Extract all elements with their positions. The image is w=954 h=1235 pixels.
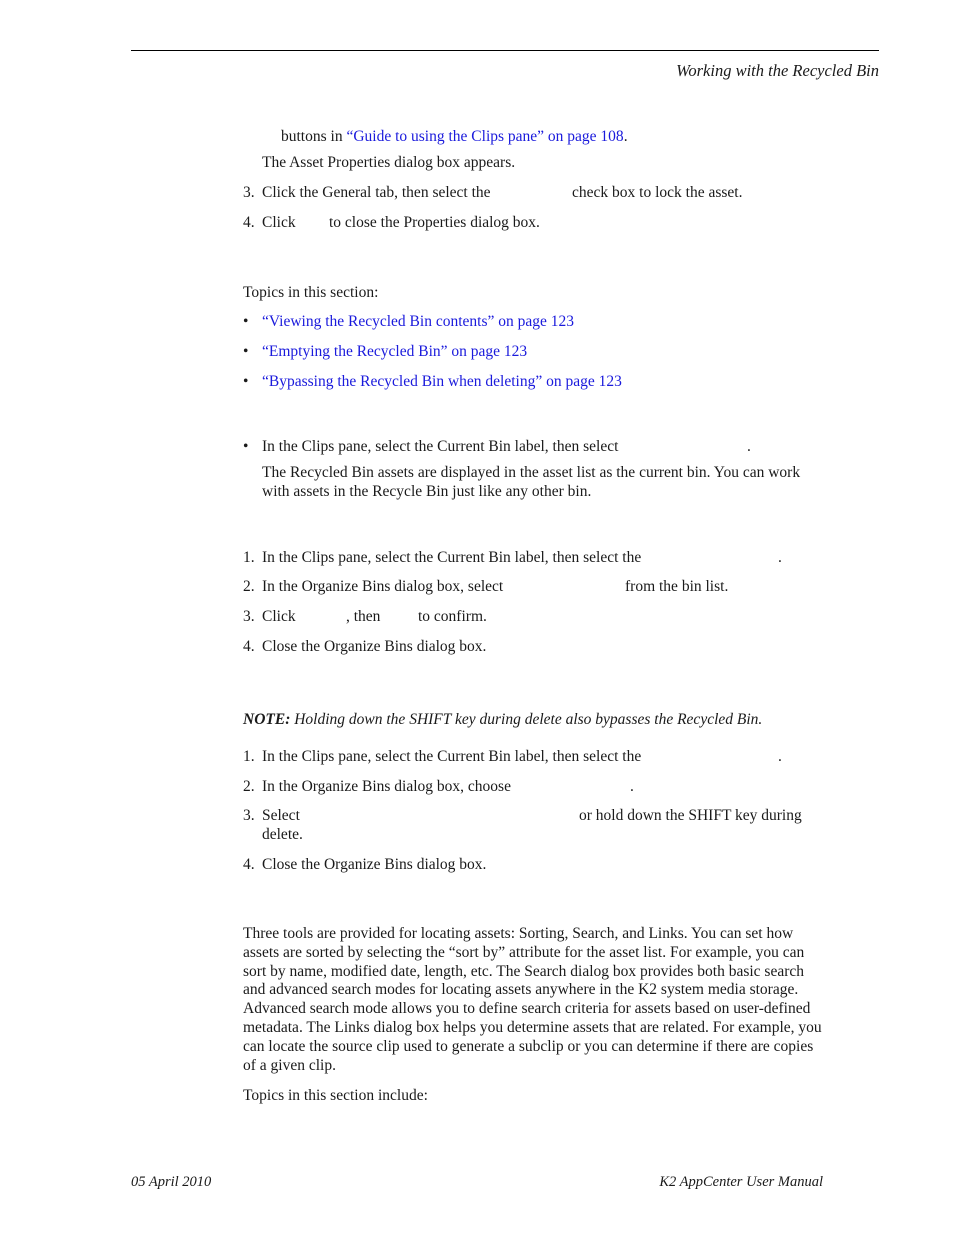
note-label: NOTE: <box>243 711 291 728</box>
bypass-step-4-text: Close the Organize Bins dialog box. <box>262 856 487 873</box>
bypass-step-1-num: 1. <box>243 748 255 765</box>
footer-manual-title: K2 AppCenter User Manual <box>659 1174 823 1190</box>
note <box>243 710 762 729</box>
link-emptying-recycled-bin[interactable]: “Emptying the Recycled Bin” on page 123 <box>262 343 528 360</box>
bullet: • <box>243 313 249 330</box>
lock-step-3-num: 3. <box>243 184 255 201</box>
footer-date: 05 April 2010 <box>131 1174 212 1190</box>
viewing-step-text: In the Clips pane, select the Current Bin label, then select <box>262 438 619 455</box>
note-text: Holding down the SHIFT key during delete also bypasses the Recycled Bin. <box>290 711 763 728</box>
bypass-step-1-text-end: . <box>778 748 782 765</box>
viewing-step-text-end: . <box>747 438 751 455</box>
bullet: • <box>243 373 249 390</box>
step-result: The Asset Properties dialog box appears. <box>262 154 516 171</box>
bypass-step-1-text: In the Clips pane, select the Current Bin label, then select the <box>262 748 642 765</box>
bypass-step-2-num: 2. <box>243 778 255 795</box>
link-guide-clips-pane[interactable]: “Guide to using the Clips pane” on page 108 <box>346 128 624 145</box>
empty-step-2-text-end: from the bin list. <box>625 578 729 595</box>
empty-step-4-num: 4. <box>243 638 255 655</box>
locating-topics-intro: Topics in this section include: <box>243 1087 428 1104</box>
viewing-paragraph: The Recycled Bin assets are displayed in the asset list as the current bin. You can work with assets in the Recycle Bin just like any other bin. <box>262 464 801 500</box>
bullet: • <box>243 343 249 360</box>
topics-intro: Topics in this section: <box>243 284 379 301</box>
lock-step-4-text-end: to close the Properties dialog box. <box>329 214 540 231</box>
bullet: • <box>243 438 249 455</box>
empty-step-3-num: 3. <box>243 608 255 625</box>
empty-step-1-text: In the Clips pane, select the Current Bin label, then select the <box>262 549 642 566</box>
empty-step-3-text-mid: , then <box>346 608 381 625</box>
header-rule <box>131 50 879 51</box>
step-continuation: buttons in “Guide to using the Clips pane” on page 108. <box>281 128 628 145</box>
bypass-step-2-text: In the Organize Bins dialog box, choose <box>262 778 511 795</box>
empty-step-4-text: Close the Organize Bins dialog box. <box>262 638 487 655</box>
lock-step-3-text: Click the General tab, then select the <box>262 184 491 201</box>
lock-step-4-num: 4. <box>243 214 255 231</box>
empty-step-2-num: 2. <box>243 578 255 595</box>
lock-step-3-text-end: check box to lock the asset. <box>572 184 743 201</box>
link-bypassing-recycled-bin[interactable]: “Bypassing the Recycled Bin when deleting” on page 123 <box>262 373 622 390</box>
bypass-step-4-num: 4. <box>243 856 255 873</box>
bypass-step-3-num: 3. <box>243 807 255 824</box>
bypass-step-3-text-mid: or hold down the SHIFT key during <box>579 807 802 824</box>
link-viewing-recycled-bin[interactable]: “Viewing the Recycled Bin contents” on page 123 <box>262 313 574 330</box>
locating-paragraph: Three tools are provided for locating assets: Sorting, Search, and Links. You can set how assets are sorted by selecting the “sort by” attribute for the asset list. For example, you can sort by name, modified date, length, etc. The Search dialog box provides both basic search and advanced search modes for locating assets anywhere in the K2 system media storage. Advanced search mode allows you to define search criteria for assets based on user-defined metadata. The Links dialog box helps you determine assets that are related. For example, you can locate the source clip used to generate a subclip or you can determine if there are copies of a given clip. <box>243 925 822 1074</box>
empty-step-2-text: In the Organize Bins dialog box, select <box>262 578 504 595</box>
running-header: Working with the Recycled Bin <box>676 61 879 80</box>
empty-step-1-text-end: . <box>778 549 782 566</box>
bypass-step-3-text: Select <box>262 807 300 824</box>
empty-step-3-text-end: to confirm. <box>418 608 487 625</box>
empty-step-3-text: Click <box>262 608 296 625</box>
bypass-step-2-text-end: . <box>630 778 634 795</box>
bypass-step-3-text-end: delete. <box>262 826 303 843</box>
lock-step-4-text: Click <box>262 214 296 231</box>
empty-step-1-num: 1. <box>243 549 255 566</box>
